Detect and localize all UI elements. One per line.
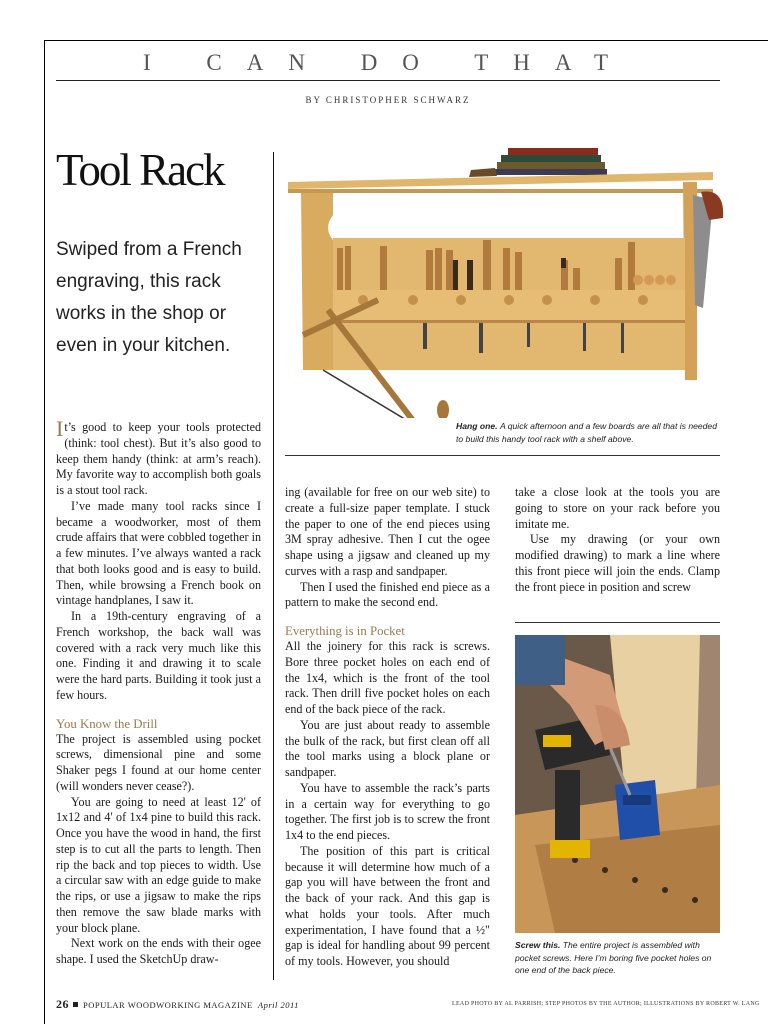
- column-3: [515, 485, 720, 595]
- caption-step-photo: [515, 939, 720, 977]
- issue-date: April 2011: [257, 1000, 299, 1010]
- lead-photo-tool-rack: [283, 140, 733, 418]
- magazine-name: POPULAR WOODWORKING MAGAZINE: [83, 1000, 253, 1010]
- section-kicker: I CAN DO THAT: [142, 50, 634, 75]
- paragraph: Next work on the ends with their ogee shape. I used the SketchUp draw-: [56, 936, 261, 966]
- byline: BY CHRISTOPHER SCHWARZ: [305, 95, 471, 105]
- folio: [56, 997, 299, 1012]
- column-divider: [273, 152, 274, 980]
- subhead-drill: You Know the Drill: [56, 716, 158, 731]
- article-title: Tool Rack: [56, 145, 224, 195]
- drop-cap: I: [56, 416, 64, 441]
- paragraph: Use my drawing (or your own modified drawing) to mark a line where this front piece will join the ends. Clamp the front piece in position and screw: [515, 532, 720, 594]
- paragraph: I’ve made many tool racks since I became a woodworker, most of them crude affairs that were cobbled together in a few minutes. I’ve always wanted a rack that both looks good and is easy to build. Then, while browsing a French book on vintage handplanes, I saw it.: [56, 498, 261, 608]
- caption-lead-text: A quick afternoon and a few boards are all that is needed to build this handy tool rack with a shelf above.: [456, 421, 717, 444]
- subhead-pocket: Everything is in Pocket: [285, 624, 405, 638]
- caption-lead-label: Hang one.: [456, 421, 498, 431]
- drilling-illustration: [515, 635, 720, 933]
- caption-step-label: Screw this.: [515, 940, 561, 950]
- kicker-rule: [56, 80, 720, 81]
- page-number: 26: [56, 997, 69, 1011]
- caption-lead-photo: [456, 420, 718, 445]
- article-deck: Swiped from a French engraving, this rack works in the shop or even in your kitchen.: [56, 239, 242, 356]
- caption-step-text: The entire project is assembled with pocket screws. Here I’m boring five pocket holes on one end of the back piece.: [515, 940, 712, 975]
- frame-left-rule: [44, 40, 45, 1024]
- square-bullet-icon: [73, 1002, 78, 1007]
- paragraph: The position of this part is critical because it will determine how much of a gap you will have between the front and the back of your rack. And this gap is what holds your tools. After much experimentation, I have found that a ½" gap is ideal for handling about 99 percent of my tools. However, you should: [285, 843, 490, 968]
- paragraph: take a close look at the tools you are going to store on your rack before you imitate me.: [515, 485, 720, 531]
- paragraph: You are just about ready to assemble the bulk of the rack, but first clean off all the tool marks using a block plane or sandpaper.: [285, 717, 490, 779]
- paragraph: In a 19th-century engraving of a French workshop, the back wall was covered with a rack very much like this one. Finding it and drawing it to scale were the hard parts. Building it took just a few hours.: [56, 609, 261, 702]
- paragraph: You have to assemble the rack’s parts in a certain way for everything to go together. The first job is to screw the front 1x4 to the end pieces.: [285, 780, 490, 842]
- frame-top-rule: [44, 40, 768, 41]
- paragraph-intro-text: t’s good to keep your tools protected (think: tool chest). But it’s also good to keep them handy (think: at arm’s reach). My favorite way to accomplish both goals is a stout tool rack.: [56, 420, 261, 497]
- tool-rack-illustration: [283, 140, 733, 418]
- step-photo-pocket-holes: [515, 635, 720, 933]
- column-1: [56, 416, 261, 968]
- paragraph: The project is assembled using pocket screws, dimensional pine and some Shaker pegs I found at our home center (will wonders never cease?).: [56, 731, 261, 793]
- photo-credits: LEAD PHOTO BY AL PARRISH; STEP PHOTOS BY THE AUTHOR; ILLUSTRATIONS BY ROBERT W. LANG: [452, 1001, 760, 1007]
- column-3-rule: [515, 622, 720, 623]
- paragraph-intro: [56, 416, 261, 499]
- paragraph: Then I used the finished end piece as a pattern to make the second end.: [285, 579, 490, 610]
- paragraph: All the joinery for this rack is screws. Bore three pocket holes on each end of the 1x4, which is the front of the tool rack. Then drill five pocket holes on each end of the back piece of the rack.: [285, 639, 490, 716]
- caption-rule-top: [285, 455, 720, 456]
- paragraph: You are going to need at least 12' of 1x12 and 4' of 1x4 pine to build this rack. Once you have the wood in hand, the first step is to cut all the parts to length. Then rip the back and top pieces to width. Use a circular saw with an edge guide to make the rips, or use a jigsaw to make the rips then remove the saw blade marks with your block plane.: [56, 794, 261, 935]
- paragraph: ing (available for free on our web site) to create a full-size paper template. I stuck the paper to one of the end pieces using 3M spray adhesive. Then I cut the ogee shape using a jigsaw and cleaned up my curves with a rasp and sandpaper.: [285, 485, 490, 578]
- column-2: [285, 485, 490, 970]
